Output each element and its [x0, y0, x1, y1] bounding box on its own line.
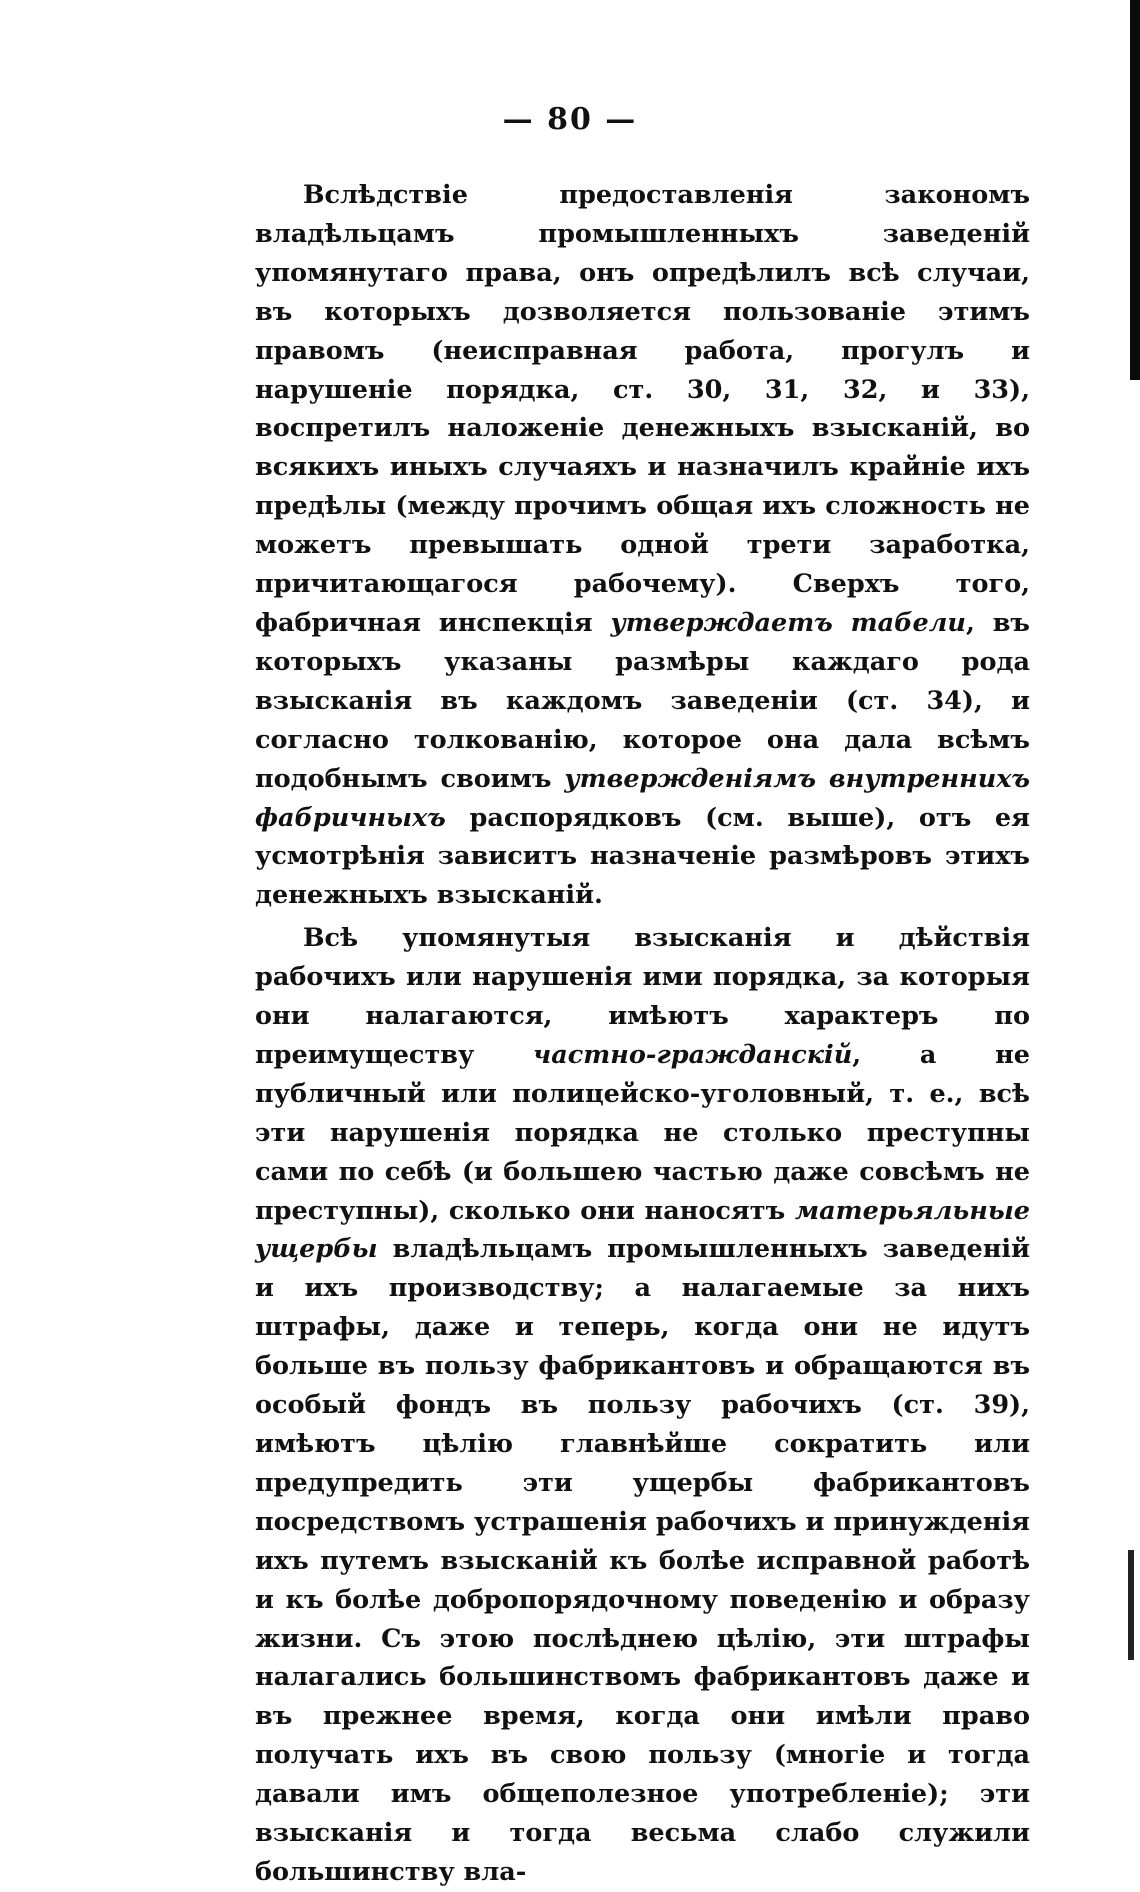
italic-run: утвержденіямъ внутреннихъ фабричныхъ [255, 763, 1030, 833]
text-run: распорядковъ (см. выше), отъ ея усмотрѣнія зависитъ назначеніе размѣровъ этихъ денежныхъ взысканій. [255, 802, 1030, 911]
text-run: Всѣ упомянутыя взысканія и дѣйствія рабочихъ или нарушенія ими порядка, за которыя они налагаются, имѣютъ характеръ по преимуществу [255, 923, 1030, 1070]
scan-edge-shadow [1130, 0, 1140, 380]
text-run: , въ которыхъ указаны размѣры каждаго рода взысканія въ каждомъ заведеніи (ст. 34), и согласно толкованію, которое она дала всѣмъ подобнымъ своимъ [255, 607, 1030, 794]
text-run: , а не публичный или полицейско-уголовный, т. е., всѣ эти нарушенія порядка не столько преступны сами по себѣ (и большею частью даже совсѣмъ не преступны), сколько они наносятъ [255, 1039, 1030, 1226]
scan-edge-shadow-bottom [1128, 1550, 1134, 1660]
italic-run: матерьяльные ущербы [255, 1195, 1030, 1265]
page-number: — 80 — [502, 102, 638, 137]
italic-run: утверждаетъ табели [610, 607, 966, 638]
text-run: Вслѣдствіе предоставленія закономъ владѣльцамъ промышленныхъ заведеній упомянутаго права, онъ опредѣлилъ всѣ случаи, въ которыхъ дозволяется пользованіе этимъ правомъ (неисправная работа, прогулъ и нарушеніе порядка, ст. 30, 31, 32, и 33), воспретилъ наложеніе денежныхъ взысканій, во всякихъ иныхъ случаяхъ и назначилъ крайніе ихъ предѣлы (между прочимъ общая ихъ сложность не можетъ превышать одной трети заработка, причитающагося рабочему). Сверхъ того, фабричная инспекція [255, 180, 1030, 638]
text-run: владѣльцамъ промышленныхъ заведеній и ихъ производству; а налагаемые за нихъ штрафы, даже и теперь, когда они не идутъ больше въ пользу фабрикантовъ и обращаются въ особый фондъ въ пользу рабочихъ (ст. 39), имѣютъ цѣлію главнѣйше сократить или предупредить эти ущербы фабрикантовъ посредствомъ устрашенія рабочихъ и принужденія ихъ путемъ взысканій къ болѣе исправной работѣ и къ болѣе добропорядочному поведенію и образу жизни. Съ этою послѣднею цѣлію, эти штрафы налагались большинствомъ фабрикантовъ даже и въ прежнее время, когда они имѣли право получать ихъ въ свою пользу (многіе и тогда давали имъ общеполезное употребленіе); эти взысканія и тогда весьма слабо служили большинству вла- [255, 1234, 1030, 1887]
italic-run: частно-гражданскій [533, 1039, 853, 1070]
paragraph-1 [255, 176, 1030, 915]
paragraph-2 [255, 919, 1030, 1892]
body-text [255, 176, 1030, 1892]
